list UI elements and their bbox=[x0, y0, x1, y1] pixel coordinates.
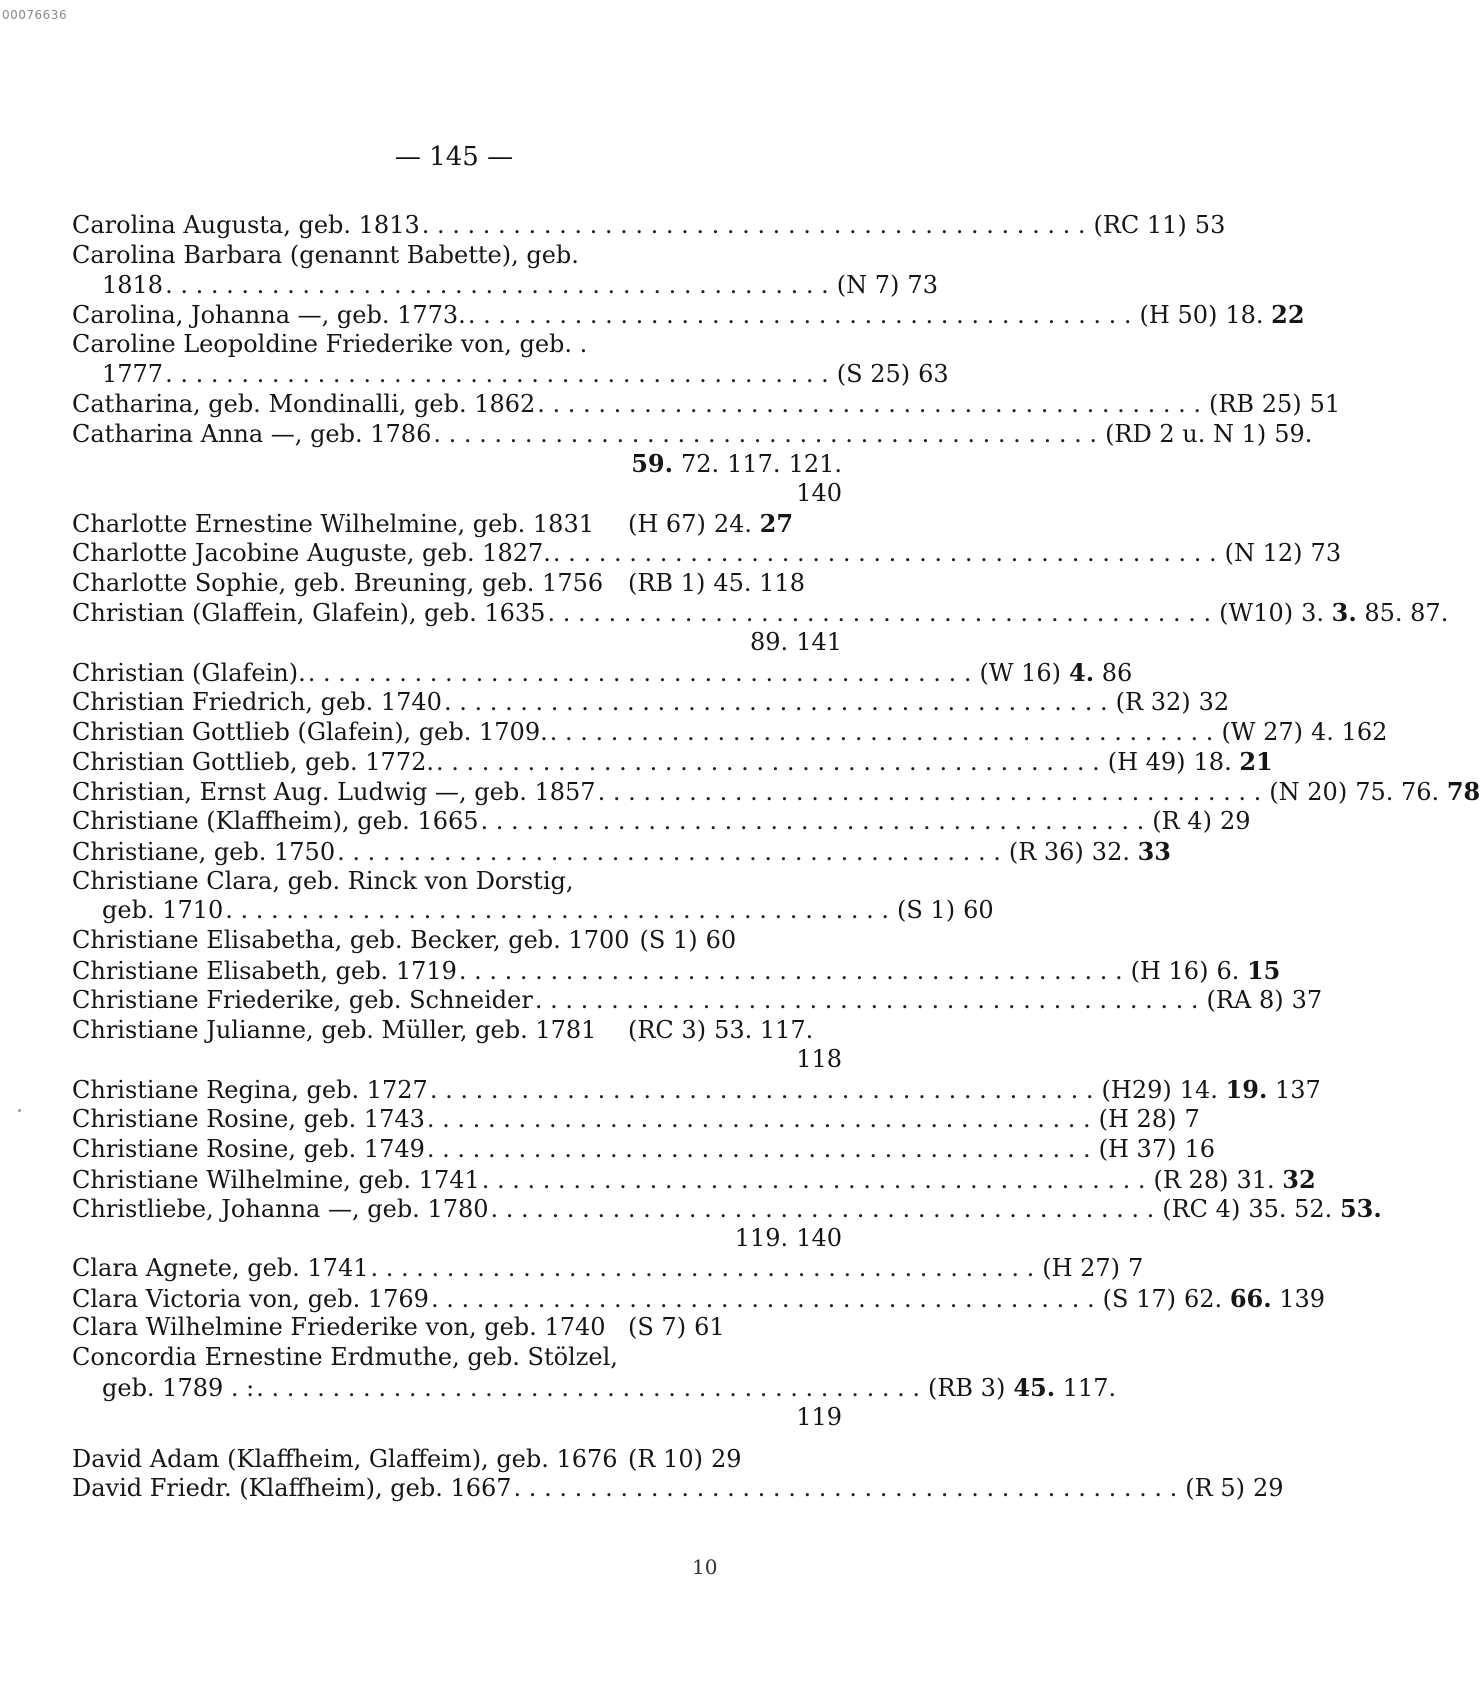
entry-name: David Friedr. (Klaffheim), geb. 1667 bbox=[72, 1474, 512, 1503]
entry-line bbox=[72, 538, 1342, 569]
dot-leader bbox=[425, 1105, 1093, 1135]
index-entry bbox=[72, 1445, 842, 1475]
page-ref: 45. bbox=[1013, 1373, 1056, 1403]
entry-line bbox=[72, 270, 938, 301]
page-ref: 59. bbox=[1274, 419, 1313, 448]
entry-reference bbox=[1156, 1194, 1382, 1225]
reference-code: (H 67) bbox=[628, 509, 706, 538]
index-entry bbox=[72, 747, 1273, 777]
reference-code: (RB 3) bbox=[927, 1374, 1006, 1403]
entry-line bbox=[72, 836, 1172, 867]
dot-leader bbox=[548, 718, 1216, 748]
index-entry bbox=[72, 419, 1313, 509]
entry-line bbox=[72, 241, 842, 271]
dot-leader bbox=[551, 539, 1219, 569]
index-entry bbox=[72, 1164, 1316, 1195]
entry-line bbox=[72, 777, 1481, 807]
page-ref: 33 bbox=[1137, 836, 1172, 866]
entry-name: Christiane Wilhelmine, geb. 1741 bbox=[72, 1165, 480, 1194]
dot-leader bbox=[431, 420, 1099, 450]
page-ref: 87. bbox=[1410, 599, 1449, 628]
entry-name: Christian Friedrich, geb. 1740 bbox=[72, 687, 442, 716]
reference-code: (W10) bbox=[1219, 599, 1294, 628]
entry-reference-continued bbox=[72, 1403, 842, 1433]
dot-leader bbox=[489, 1195, 1157, 1225]
page-ref: 66. bbox=[1229, 1283, 1272, 1313]
page-ref: 117. bbox=[1062, 1374, 1117, 1403]
entry-reference bbox=[1102, 747, 1322, 778]
entry-reference bbox=[1099, 420, 1319, 450]
entry-reference bbox=[1003, 837, 1223, 868]
page-ref: 78 bbox=[1446, 777, 1481, 807]
reference-code: (R 28) bbox=[1153, 1165, 1229, 1194]
index-entry bbox=[72, 300, 1305, 330]
entry-name: Christiane Elisabeth, geb. 1719 bbox=[72, 956, 457, 985]
reference-code: (S 25) bbox=[836, 359, 911, 388]
page-ref: 18. bbox=[1225, 301, 1264, 330]
page-ref: 63 bbox=[918, 359, 949, 388]
page-ref: 32. bbox=[1091, 837, 1130, 866]
page-ref: 7 bbox=[1128, 1253, 1144, 1282]
entry-name: Clara Victoria von, geb. 1769 bbox=[72, 1284, 429, 1313]
reference-code: (S 17) bbox=[1102, 1284, 1177, 1313]
page-ref: 6. bbox=[1216, 956, 1240, 985]
entry-name: Christian (Glafein). bbox=[72, 658, 306, 687]
page-ref: 118 bbox=[759, 568, 805, 597]
dot-leader bbox=[163, 271, 831, 301]
dot-leader bbox=[457, 957, 1125, 987]
entry-name: Catharina, geb. Mondinalli, geb. 1862 bbox=[72, 389, 536, 418]
page-ref: 119 bbox=[796, 1402, 842, 1431]
index-entry bbox=[72, 777, 1481, 807]
entry-name: Concordia Ernestine Erdmuthe, geb. Stölzel, bbox=[72, 1343, 618, 1372]
entry-line bbox=[72, 1445, 842, 1475]
entry-reference bbox=[1096, 1075, 1321, 1106]
page-ref: 85. bbox=[1364, 599, 1403, 628]
entry-name: Christian Gottlieb (Glafein), geb. 1709. bbox=[72, 717, 548, 746]
reference-code: (H 27) bbox=[1042, 1253, 1121, 1282]
index-entry bbox=[72, 1104, 1200, 1135]
entry-reference bbox=[1147, 1165, 1367, 1196]
entry-reference bbox=[622, 509, 842, 540]
dot-leader bbox=[545, 599, 1213, 629]
reference-code: (H 50) bbox=[1139, 301, 1218, 330]
reference-code: (RB 25) bbox=[1209, 389, 1302, 418]
entry-line bbox=[72, 300, 1305, 330]
index-entry bbox=[72, 926, 842, 956]
page-ref: 72. bbox=[680, 450, 720, 479]
entry-line bbox=[72, 1343, 842, 1373]
page-ref: 140 bbox=[796, 479, 842, 508]
page-ref: 52. bbox=[1294, 1195, 1333, 1224]
page-ref: 61 bbox=[694, 1313, 725, 1342]
index-entry bbox=[72, 1313, 842, 1343]
signature-number: 10 bbox=[692, 1555, 718, 1579]
dot-leader bbox=[420, 211, 1088, 241]
dot-leader bbox=[163, 360, 831, 390]
reference-code: (RC 3) bbox=[628, 1015, 707, 1044]
entry-name: Christiane Rosine, geb. 1743 bbox=[72, 1104, 425, 1133]
entry-reference bbox=[622, 1016, 842, 1046]
index-entry bbox=[72, 1075, 1321, 1105]
page-ref: 141 bbox=[796, 628, 842, 657]
page-ref: 29 bbox=[710, 1444, 742, 1473]
dot-leader bbox=[596, 778, 1264, 808]
entry-name: 1818 bbox=[102, 270, 164, 299]
entry-line bbox=[72, 1134, 1215, 1165]
page-ref: 86 bbox=[1101, 658, 1133, 687]
reference-code: (RC 11) bbox=[1093, 211, 1187, 239]
entry-name: Clara Wilhelmine Friederike von, geb. 1740 bbox=[72, 1313, 606, 1342]
reference-code: (H 16) bbox=[1130, 956, 1209, 985]
entry-line bbox=[72, 1194, 1382, 1224]
entry-name: Christian (Glaffein, Glafein), geb. 1635 bbox=[72, 599, 546, 628]
page-ref: 53. bbox=[1339, 1194, 1382, 1224]
dot-leader bbox=[442, 688, 1110, 718]
entry-line bbox=[72, 1075, 1321, 1105]
page-ref: 3. bbox=[1331, 598, 1357, 628]
entry-line bbox=[72, 1373, 1117, 1403]
page-ref: 137 bbox=[1274, 1076, 1321, 1105]
page-ref: 59. bbox=[631, 449, 673, 479]
entry-name: Christiane Regina, geb. 1727 bbox=[72, 1076, 428, 1105]
entry-name: Charlotte Ernestine Wilhelmine, geb. 1831 bbox=[72, 509, 594, 538]
entry-line bbox=[72, 806, 1251, 837]
margin-mark bbox=[18, 1109, 21, 1112]
page-ref: 31. bbox=[1236, 1165, 1275, 1194]
page-ref: 32 bbox=[1198, 687, 1230, 716]
entry-name: David Adam (Klaffheim, Glaffeim), geb. 1676 bbox=[72, 1444, 618, 1473]
entry-name: Christiane Rosine, geb. 1749 bbox=[72, 1134, 425, 1163]
entry-line bbox=[72, 1164, 1316, 1195]
page-ref: 140 bbox=[796, 1224, 842, 1253]
entry-name: Charlotte Jacobine Auguste, geb. 1827. bbox=[72, 538, 551, 567]
page-ref: 60 bbox=[705, 926, 737, 955]
entry-name: Christiane Elisabetha, geb. Becker, geb. 1700 bbox=[72, 926, 630, 955]
page-ref: 3. bbox=[1301, 599, 1324, 628]
reference-code: (N 20) bbox=[1269, 778, 1348, 807]
entry-reference-continued bbox=[72, 1045, 842, 1075]
entry-line bbox=[72, 717, 1388, 748]
index-entry bbox=[72, 866, 994, 927]
entry-reference bbox=[1093, 1105, 1313, 1135]
page-ref: 14. bbox=[1179, 1076, 1218, 1105]
dot-leader bbox=[223, 896, 891, 926]
page-ref: 29 bbox=[1219, 806, 1251, 835]
entry-line bbox=[72, 330, 842, 360]
entry-line bbox=[72, 747, 1273, 777]
page-ref: 76. bbox=[1401, 778, 1440, 807]
dot-leader bbox=[535, 390, 1203, 420]
entry-line bbox=[72, 955, 1281, 986]
page-ref: 162 bbox=[1341, 717, 1388, 746]
reference-code: (RA 8) bbox=[1206, 985, 1284, 1014]
dot-leader bbox=[512, 1474, 1180, 1504]
dot-leader bbox=[428, 1076, 1096, 1106]
entry-name: Christiane Clara, geb. Rinck von Dorstig, bbox=[72, 866, 574, 895]
page-ref: 73 bbox=[1310, 538, 1342, 567]
dot-leader bbox=[335, 838, 1003, 868]
reference-code: (RB 1) bbox=[628, 568, 706, 597]
entry-line bbox=[72, 1253, 1144, 1284]
entry-name: Christian Gottlieb, geb. 1772. bbox=[72, 748, 434, 777]
page-ref: 27 bbox=[759, 508, 794, 538]
page-ref: 4. bbox=[1069, 657, 1095, 687]
dot-leader bbox=[466, 301, 1134, 331]
entry-reference bbox=[1087, 211, 1307, 241]
entry-line bbox=[72, 1016, 842, 1046]
entry-line bbox=[72, 419, 1313, 450]
entry-reference bbox=[622, 1313, 842, 1343]
entry-reference bbox=[891, 896, 1111, 926]
page-ref: 45. bbox=[713, 568, 752, 597]
entry-reference bbox=[622, 569, 842, 599]
page-ref: 22 bbox=[1271, 300, 1305, 330]
entry-name: Christiane Julianne, geb. Müller, geb. 1781 bbox=[72, 1015, 597, 1044]
page-ref: 75. bbox=[1355, 778, 1394, 807]
index-entry bbox=[72, 985, 1323, 1016]
page-number: — 145 — bbox=[394, 142, 514, 172]
reference-code: (RC 4) bbox=[1162, 1195, 1241, 1224]
page-ref: 60 bbox=[963, 896, 994, 925]
entry-reference bbox=[1093, 1135, 1313, 1165]
entry-reference bbox=[1146, 807, 1366, 837]
index-entry bbox=[72, 955, 1281, 986]
entry-line bbox=[72, 598, 1449, 628]
entry-line bbox=[72, 1104, 1200, 1135]
index-entry bbox=[72, 538, 1342, 569]
entry-reference bbox=[922, 1373, 1142, 1404]
reference-code: (R 36) bbox=[1008, 837, 1084, 866]
entry-line bbox=[72, 1313, 842, 1343]
entry-reference bbox=[1036, 1254, 1256, 1284]
page-ref: 119. bbox=[734, 1224, 789, 1253]
index-entry bbox=[72, 1194, 1382, 1254]
entry-line bbox=[72, 359, 949, 390]
entry-reference bbox=[634, 926, 854, 956]
dot-leader bbox=[306, 659, 974, 689]
reference-code: (R 10) bbox=[628, 1444, 703, 1473]
entry-line bbox=[72, 896, 994, 926]
entry-line bbox=[72, 985, 1323, 1016]
entry-name: Carolina Barbara (genannt Babette), geb. bbox=[72, 240, 579, 269]
entry-line bbox=[72, 509, 842, 539]
index-entry bbox=[72, 806, 1251, 837]
page-ref: 62. bbox=[1184, 1284, 1223, 1313]
index-entry bbox=[72, 1134, 1215, 1165]
page-ref: 35. bbox=[1248, 1195, 1287, 1224]
page-ref: 32 bbox=[1282, 1164, 1316, 1194]
entry-reference-continued bbox=[72, 628, 842, 658]
dot-leader bbox=[479, 807, 1147, 837]
reference-code: (R 32) bbox=[1115, 687, 1191, 716]
entry-line bbox=[72, 389, 1341, 420]
entry-line bbox=[72, 211, 1226, 241]
page-ref: 89. bbox=[750, 628, 789, 657]
page-ref: 139 bbox=[1279, 1284, 1326, 1313]
page-ref: 4. bbox=[1311, 717, 1334, 746]
dot-leader bbox=[434, 748, 1102, 778]
reference-code: (R 5) bbox=[1185, 1474, 1245, 1503]
index-entry bbox=[72, 240, 938, 301]
index-entry bbox=[72, 569, 842, 599]
entry-name: Christliebe, Johanna —, geb. 1780 bbox=[72, 1195, 489, 1224]
dot-leader bbox=[480, 1166, 1148, 1196]
entry-name: Christiane, geb. 1750 bbox=[72, 837, 336, 866]
entry-reference-continued bbox=[72, 1224, 842, 1254]
entry-reference bbox=[1134, 300, 1354, 331]
index-entry bbox=[72, 509, 842, 539]
page-ref: 53. bbox=[714, 1015, 753, 1044]
entry-reference bbox=[831, 360, 1051, 390]
reference-code: (N 7) bbox=[836, 270, 900, 299]
index-entry bbox=[72, 687, 1230, 718]
dot-leader bbox=[533, 986, 1201, 1016]
entry-name: geb. 1710 bbox=[102, 896, 224, 925]
entry-reference bbox=[1110, 688, 1330, 718]
dot-leader bbox=[368, 1254, 1036, 1284]
reference-code: (H29) bbox=[1101, 1076, 1172, 1105]
entry-reference bbox=[1213, 598, 1449, 629]
index-entry bbox=[72, 211, 1226, 241]
entry-reference-continued bbox=[72, 479, 842, 509]
index-entry bbox=[72, 1343, 1117, 1432]
index-entry bbox=[72, 717, 1388, 748]
page-ref: 15 bbox=[1246, 955, 1281, 985]
page-ref: 19. bbox=[1225, 1075, 1268, 1105]
entry-name: Catharina Anna —, geb. 1786 bbox=[72, 419, 432, 448]
entry-name: Christiane Friederike, geb. Schneider bbox=[72, 985, 533, 1014]
index-entries bbox=[72, 211, 1481, 1504]
entry-name: 1777 bbox=[102, 359, 164, 388]
entry-name: Carolina Augusta, geb. 1813 bbox=[72, 211, 420, 239]
page-ref: 7 bbox=[1184, 1104, 1200, 1133]
entry-reference bbox=[1215, 718, 1435, 748]
entry-reference bbox=[1097, 1283, 1326, 1315]
page-ref: 29 bbox=[1252, 1474, 1284, 1503]
index-entry bbox=[72, 1474, 1284, 1504]
entry-name: geb. 1789 . : bbox=[102, 1374, 255, 1403]
dot-leader bbox=[254, 1374, 922, 1404]
page-ref: 18. bbox=[1193, 748, 1232, 777]
entry-name: Christiane (Klaffheim), geb. 1665 bbox=[72, 806, 479, 835]
page-ref: 117. bbox=[727, 450, 781, 479]
index-entry bbox=[72, 1253, 1144, 1284]
index-entry bbox=[72, 1283, 1326, 1314]
entry-reference bbox=[1125, 956, 1345, 987]
entry-line bbox=[72, 1474, 1284, 1504]
dot-leader bbox=[425, 1135, 1093, 1165]
section-gap bbox=[72, 1433, 842, 1445]
entry-reference bbox=[1219, 539, 1439, 569]
reference-code: (S 1) bbox=[896, 896, 956, 925]
entry-reference bbox=[622, 1445, 842, 1475]
page-ref: 53 bbox=[1194, 211, 1226, 239]
index-entry bbox=[72, 836, 1172, 867]
entry-line bbox=[72, 657, 1133, 688]
reference-code: (S 7) bbox=[628, 1313, 687, 1342]
entry-reference bbox=[1179, 1474, 1399, 1504]
reference-code: (H 49) bbox=[1107, 748, 1186, 777]
reference-code: (N 12) bbox=[1224, 538, 1303, 567]
dot-leader bbox=[429, 1285, 1097, 1315]
page-ref: 24. bbox=[713, 509, 752, 538]
page-ref: 21 bbox=[1239, 747, 1273, 777]
index-entry bbox=[72, 330, 949, 390]
entry-name: Charlotte Sophie, geb. Breuning, geb. 1756 bbox=[72, 568, 604, 597]
index-entry bbox=[72, 598, 1449, 658]
reference-code: (W 16) bbox=[979, 658, 1062, 687]
scan-id: 00076636 bbox=[2, 8, 68, 22]
reference-code: (RD 2 u. N 1) bbox=[1105, 419, 1267, 448]
page-ref: 118 bbox=[796, 1045, 842, 1074]
page-ref: 37 bbox=[1291, 985, 1323, 1014]
page-ref: 51 bbox=[1309, 389, 1341, 418]
entry-name: Christian, Ernst Aug. Ludwig —, geb. 1857 bbox=[72, 778, 596, 807]
entry-reference bbox=[1201, 986, 1421, 1016]
entry-line bbox=[72, 687, 1230, 718]
reference-code: (W 27) bbox=[1221, 717, 1303, 746]
reference-code: (S 1) bbox=[639, 926, 698, 955]
entry-name: Caroline Leopoldine Friederike von, geb. . bbox=[72, 330, 588, 359]
entry-line bbox=[72, 867, 842, 897]
entry-line bbox=[72, 926, 842, 956]
page-ref: 121. bbox=[788, 450, 842, 479]
entry-reference bbox=[1263, 777, 1483, 808]
page-ref: 117. bbox=[759, 1015, 814, 1044]
page-ref: 73 bbox=[907, 270, 938, 299]
reference-code: (H 37) bbox=[1098, 1134, 1177, 1163]
entry-reference bbox=[1203, 390, 1423, 420]
entry-name: Clara Agnete, geb. 1741 bbox=[72, 1253, 369, 1282]
index-entry bbox=[72, 657, 1133, 688]
entry-reference-continued bbox=[72, 449, 842, 479]
reference-code: (H 28) bbox=[1098, 1104, 1177, 1133]
index-entry bbox=[72, 1016, 842, 1076]
index-entry bbox=[72, 389, 1341, 420]
reference-code: (R 4) bbox=[1152, 806, 1212, 835]
entry-line bbox=[72, 1283, 1326, 1314]
entry-reference bbox=[831, 271, 1051, 301]
entry-reference bbox=[973, 658, 1193, 689]
entry-line bbox=[72, 569, 842, 599]
page-ref: 16 bbox=[1184, 1134, 1215, 1163]
entry-name: Carolina, Johanna —, geb. 1773. bbox=[72, 301, 466, 330]
